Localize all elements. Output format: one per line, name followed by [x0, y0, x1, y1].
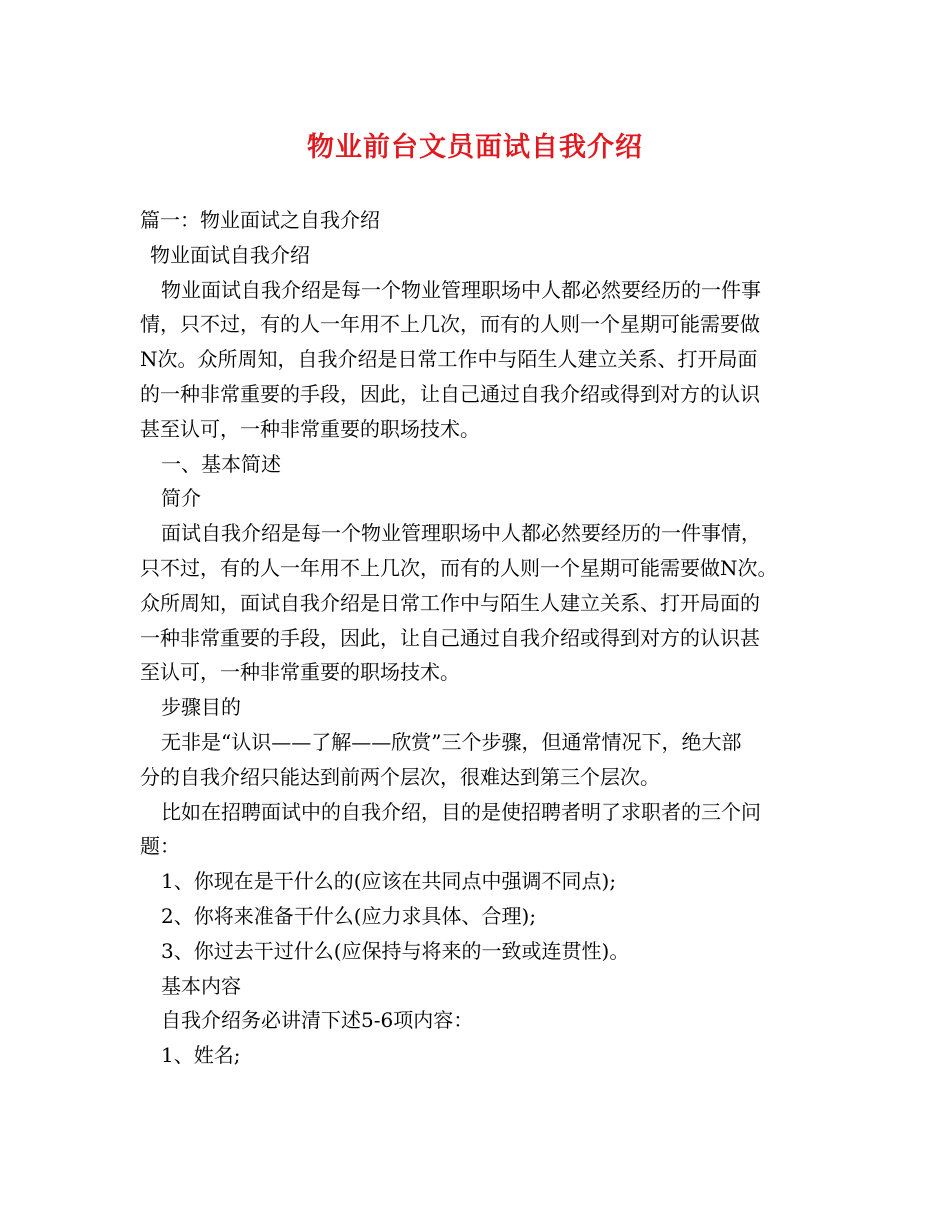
- paragraph-line: 面试自我介绍是每一个物业管理职场中人都必然要经历的一件事情，: [161, 521, 761, 546]
- paragraph-line: 分的自我介绍只能达到前两个层次，很难达到第三个层次。: [140, 764, 660, 789]
- paragraph-line: 甚至认可，一种非常重要的职场技术。: [140, 416, 480, 441]
- paragraph-line: 众所周知，面试自我介绍是日常工作中与陌生人建立关系、打开局面的: [140, 590, 760, 615]
- paragraph-line: 的一种非常重要的手段，因此，让自己通过自我介绍或得到对方的认识: [140, 381, 760, 406]
- document-title: 物业前台文员面试自我介绍: [307, 132, 643, 163]
- paragraph-line: N次。众所周知，自我介绍是日常工作中与陌生人建立关系、打开局面: [140, 347, 758, 372]
- subheading: 物业面试自我介绍: [150, 242, 310, 267]
- heading-line: 简介: [161, 486, 201, 511]
- paragraph-line: 一种非常重要的手段，因此，让自己通过自我介绍或得到对方的认识甚: [140, 625, 760, 650]
- section-heading: 篇一：物业面试之自我介绍: [140, 208, 380, 232]
- paragraph-line: 情，只不过，有的人一年用不上几次，而有的人则一个星期可能需要做: [140, 312, 760, 337]
- heading-line: 一、基本简述: [161, 451, 281, 476]
- heading-line: 步骤目的: [161, 695, 241, 720]
- list-item: 1、姓名;: [161, 1043, 241, 1068]
- list-item: 1、你现在是干什么的(应该在共同点中强调不同点);: [161, 869, 617, 894]
- paragraph-line: 只不过，有的人一年用不上几次，而有的人则一个星期可能需要做N次。: [140, 555, 778, 580]
- paragraph-line: 物业面试自我介绍是每一个物业管理职场中人都必然要经历的一件事: [161, 277, 761, 302]
- list-item: 2、你将来准备干什么(应力求具体、合理);: [161, 903, 537, 928]
- paragraph-line: 题：: [140, 834, 180, 859]
- paragraph-line: 无非是“认识——了解——欣赏”三个步骤，但通常情况下，绝大部: [161, 729, 742, 754]
- list-item: 3、你过去干过什么(应保持与将来的一致或连贯性)。: [161, 938, 630, 963]
- paragraph-line: 自我介绍务必讲清下述5-6项内容：: [161, 1008, 474, 1033]
- heading-line: 基本内容: [161, 973, 241, 998]
- paragraph-line: 至认可，一种非常重要的职场技术。: [140, 660, 460, 685]
- paragraph-line: 比如在招聘面试中的自我介绍，目的是使招聘者明了求职者的三个问: [161, 799, 761, 824]
- document-body: [140, 203, 820, 1073]
